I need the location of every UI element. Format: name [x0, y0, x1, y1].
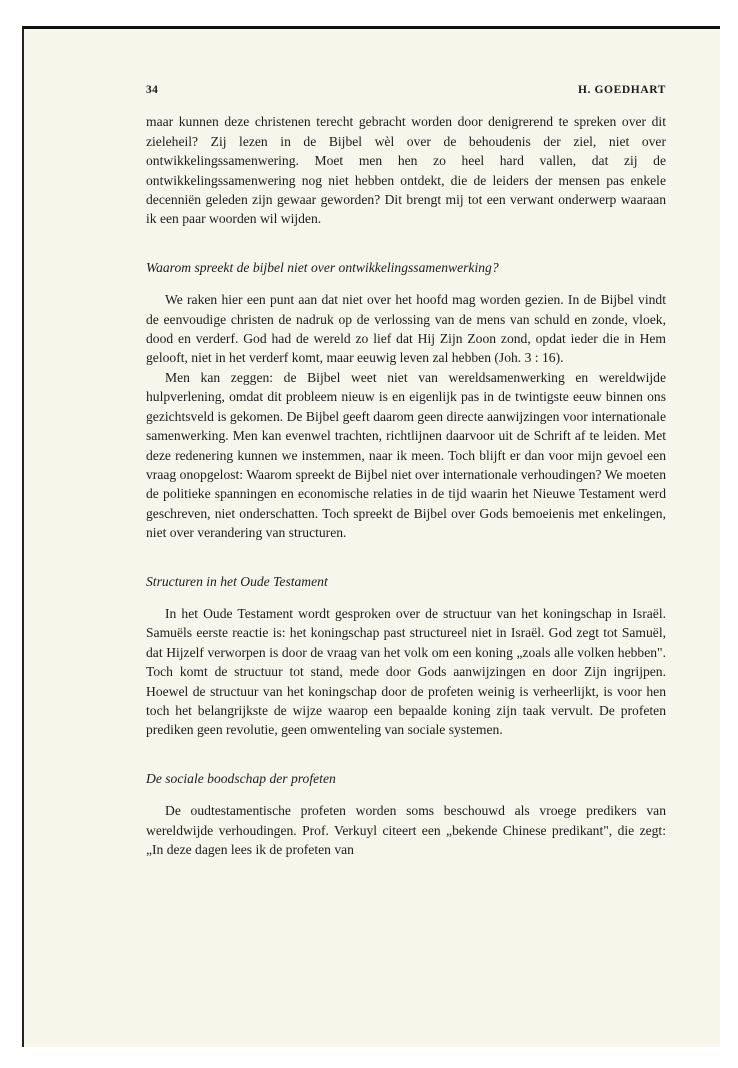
page-number: 34	[146, 84, 159, 96]
section-3-paragraph-1: De oudtestamentische profeten worden soms beschouwd als vroege predikers van wereldwijde verhoudingen. Prof. Verkuyl citeert een „bekende Chinese predikant", die zegt: „In deze dagen lees ik de profeten van	[146, 803, 666, 857]
running-head	[146, 81, 666, 100]
section-1-paragraph-1: We raken hier een punt aan dat niet over het hoofd mag worden gezien. In de Bijbel vindt de eenvoudige christen de nadruk op de verlossing van de mens van schuld en zonde, vloek, dood en verderf. God had de wereld zo lief dat Hij Zijn Zoon zond, opdat ieder die in Hem gelooft, niet in het verderf komt, maar eeuwig leven zal hebben (Joh. 3 : 16).	[146, 292, 666, 366]
section-heading-profeten: De sociale boodschap der profeten	[146, 770, 336, 786]
book-page	[22, 26, 720, 1047]
section-heading-structuren: Structuren in het Oude Testament	[146, 573, 328, 589]
section-2-paragraph-1: In het Oude Testament wordt gesproken over de structuur van het koningschap in Israël. Samuëls eerste reactie is: het koningschap past structureel niet in Israël. God zegt tot Samuël, dat Hijzelf verworpen is door de vraag van het volk om een koning „zoals alle volken hebben". Toch komt de structuur tot stand, mede door Gods aanwijzingen en door Zijn ingrijpen. Hoewel de structuur van het koningschap door de profeten weinig is verheerlijkt, is voor hen toch het belangrijkste de wijze waarop een bepaalde koning zijn taak vervult. De profeten prediken geen revolutie, geen omwenteling van sociale systemen.	[146, 605, 666, 738]
section-heading-bijbel-ontwikkeling: Waarom spreekt de bijbel niet over ontwikkelingssamenwerking?	[146, 259, 499, 275]
intro-paragraph: maar kunnen deze christenen terecht gebracht worden door denigrerend te spreken over dit zieleheil? Zij lezen in de Bijbel wèl over de behoudenis der ziel, niet over ontwikkelingssamenwering. Moet men hen zo heel hard vallen, dat zij de ontwikkelingssamenwering nog niet hebben ontdekt, die de leiders der mensen pas enkele decenniën geleden zijn gewaar geworden? Dit brengt mij tot een verwant onderwerp waaraan ik een paar woorden wil wijden.	[146, 114, 666, 227]
page-content	[146, 81, 666, 859]
running-head-author: H. GOEDHART	[578, 84, 666, 96]
section-1-paragraph-2: Men kan zeggen: de Bijbel weet niet van wereldsamenwerking en wereldwijde hulpverlening, omdat dit probleem nieuw is en eigenlijk pas in de twintigste eeuw binnen ons gezichtsveld is gekomen. De Bijbel geeft daarom geen directe aanwijzingen voor internationale samenwerking. Men kan evenwel trachten, richtlijnen daarvoor uit de Schrift af te leiden. Met deze redenering kunnen we instemmen, naar ik meen. Toch blijft er dan voor mijn gevoel een vraag onopgelost: Waarom spreekt de Bijbel niet over internationale verhoudingen? We moeten de politieke spanningen en economische relaties in de tijd waarin het Nieuwe Testament werd geschreven, niet onderschatten. Toch spreekt de Bijbel over Gods bemoeienis met enkelingen, niet over verandering van structuren.	[146, 369, 666, 541]
